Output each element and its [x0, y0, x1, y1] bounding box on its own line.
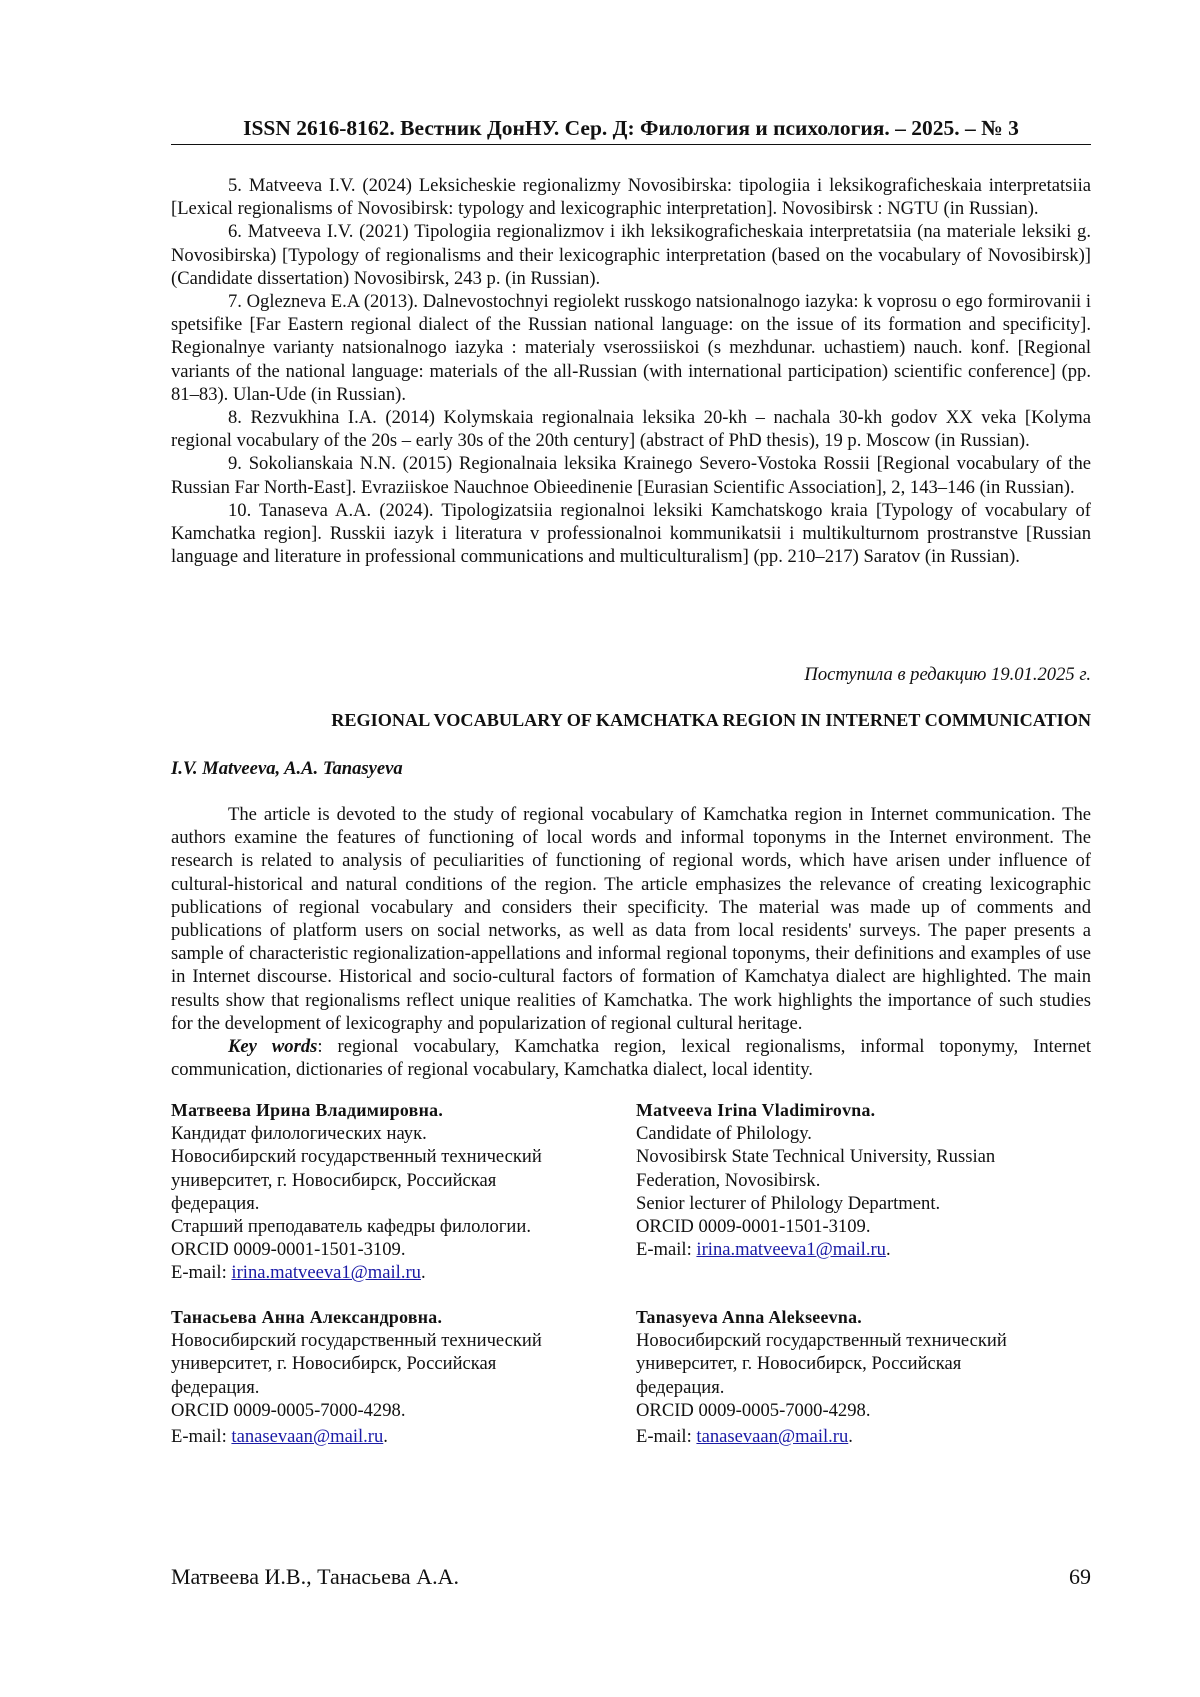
email-line [171, 1425, 611, 1448]
affiliation-line: Senior lecturer of Philology Department. [636, 1192, 941, 1214]
email-link[interactable]: irina.matveeva1@mail.ru [696, 1239, 886, 1261]
author-name: Tanasyeva Anna Alekseevna. [636, 1307, 863, 1327]
affiliation-line: Новосибирский государственный технический [636, 1330, 1007, 1352]
article-authors: I.V. Matveeva, A.A. Tanasyeva [171, 758, 403, 779]
author-name: Matveeva Irina Vladimirovna. [636, 1100, 876, 1120]
abstract [171, 803, 1091, 1081]
affiliation-line: Candidate of Philology. [636, 1123, 812, 1145]
email-end: . [420, 1262, 426, 1284]
footer-authors: Матвеева И.В., Танасьева А.А. [171, 1564, 459, 1589]
reference-item: 10. Tanaseva A.A. (2024). Tipologizatsiia regionalnoi leksiki Kamchatskogo kraia [Typology of vocabulary of Kamchatka region]. Russkii iazyk i literatura v professionalnoi kommunikatsii i multikulturnom prostranstve [Russian language and literature in professional communications and multiculturalism] (pp. 210–217) Saratov (in Russian). [171, 499, 1091, 568]
affiliation-line: университет, г. Новосибирск, Российская [171, 1353, 497, 1375]
affiliation-line: Новосибирский государственный технический [171, 1330, 542, 1352]
email-label: E-mail: [171, 1426, 232, 1448]
reference-item: 8. Rezvukhina I.A. (2014) Kolymskaia regionalnaia leksika 20-kh – nachala 30-kh godov XX veka [Kolyma regional vocabulary of the 20s – early 30s of the 20th century] (abstract of PhD thesis), 19 p. Moscow (in Russian). [171, 407, 1091, 452]
reference-item: 6. Matveeva I.V. (2021) Tipologiia regionalizmov i ikh leksikograficheskaia interpretatsiia (na materiale leksiki g. Novosibirska) [Typology of regionalisms and their lexicographic interpretation (based on the vocabulary of Novosibirsk)] (Candidate dissertation) Novosibirsk, 243 p. (in Russian). [171, 221, 1091, 289]
reference-item: 5. Matveeva I.V. (2024) Leksicheskie regionalizmy Novosibirska: tipologiia i leksikograficheskaia interpretatsiia [Lexical regionalisms of Novosibirsk: typology and lexicographic interpretation]. Novosibirsk : NGTU (in Russian). [171, 175, 1091, 220]
keywords-label: Key words [228, 1036, 318, 1058]
header-rule [171, 144, 1091, 145]
reference-list [171, 174, 1091, 568]
keywords [171, 1035, 1091, 1081]
email-line [171, 1261, 611, 1284]
affiliation-line: Старший преподаватель кафедры филологии. [171, 1216, 531, 1238]
orcid: ORCID 0009-0001-1501-3109. [171, 1239, 406, 1261]
orcid: ORCID 0009-0005-7000-4298. [636, 1399, 871, 1421]
email-label: E-mail: [171, 1262, 232, 1284]
affiliation-line: университет, г. Новосибирск, Российская [636, 1353, 962, 1375]
orcid: ORCID 0009-0005-7000-4298. [171, 1399, 406, 1421]
email-link[interactable]: tanasevaan@mail.ru [696, 1426, 849, 1448]
affiliation-line: Кандидат филологических наук. [171, 1123, 427, 1145]
affiliation-line: Federation, Novosibirsk. [636, 1169, 821, 1191]
affiliation-line: федерация. [171, 1376, 260, 1398]
reference-item: 7. Oglezneva E.A (2013). Dalnevostochnyi regiolekt russkogo natsionalnogo iazyka: k voprosu o ego formirovanii i spetsifike [Far Eastern regional dialect of the Russian national language: on the issue of its formation and specificity]. Regionalnye varianty natsionalnogo iazyka : materialy vserossiiskoi (s mezhdunar. uchastiem) nauch. konf. [Regional variants of the national language: materials of the all-Russian (with international participation) scientific conference] (pp. 81–83). Ulan-Ude (in Russian). [171, 291, 1091, 405]
affiliation-line: Новосибирский государственный технический [171, 1146, 542, 1168]
affiliation-line: университет, г. Новосибирск, Российская [171, 1169, 497, 1191]
reference-item: 9. Sokolianskaia N.N. (2015) Regionalnaia leksika Krainego Severo-Vostoka Rossii [Regional vocabulary of the Russian Far North-East]. Evraziiskoe Nauchnoe Obieedinenie [Eurasian Scientific Association], 2, 143–146 (in Russian). [171, 453, 1091, 498]
email-end: . [885, 1239, 891, 1261]
page-number: 69 [1069, 1564, 1091, 1589]
affiliation-line: Novosibirsk State Technical University, Russian [636, 1146, 996, 1168]
email-line [636, 1425, 1076, 1448]
email-link[interactable]: tanasevaan@mail.ru [231, 1426, 384, 1448]
orcid: ORCID 0009-0001-1501-3109. [636, 1216, 871, 1238]
running-header: ISSN 2616-8162. Вестник ДонНУ. Сер. Д: Филология и психология. – 2025. – № 3 [243, 116, 1019, 140]
author-info-ru-1 [171, 1099, 611, 1285]
received-date: Поступила в редакцию 19.01.2025 г. [804, 664, 1091, 685]
email-end: . [383, 1426, 388, 1448]
affiliation-line: федерация. [636, 1376, 725, 1398]
abstract-text: The article is devoted to the study of regional vocabulary of Kamchatka region in Internet communication. The authors examine the features of functioning of local words and informal toponyms in the Internet environment. The research is related to analysis of peculiarities of functioning of regional words, which have arisen under influence of cultural-historical and natural conditions of the region. The article emphasizes the relevance of creating lexicographic publications of regional vocabulary and considers their specificity. The material was made up of comments and publications of platform users on social networks, as well as data from local residents' surveys. The paper presents a sample of characteristic regionalization-appellations and informal regional toponyms, their definitions and examples of use in Internet discourse. Historical and socio-cultural factors of formation of Kamchatya dialect are highlighted. The main results show that regionalisms reflect unique realities of Kamchatka. The work highlights the importance of such studies for the development of lexicography and popularization of regional cultural heritage. [171, 804, 1091, 1034]
email-label: E-mail: [636, 1426, 697, 1448]
author-info-en-2 [636, 1306, 1076, 1448]
author-info-ru-2 [171, 1306, 611, 1448]
email-link[interactable]: irina.matveeva1@mail.ru [231, 1262, 421, 1284]
keywords-text: : regional vocabulary, Kamchatka region, lexical regionalisms, informal toponymy, Internet communication, dictionaries of regional vocabulary, Kamchatka dialect, local identity. [171, 1036, 1091, 1081]
author-info-en-1 [636, 1099, 1076, 1261]
email-end: . [848, 1426, 853, 1448]
article-title: REGIONAL VOCABULARY OF KAMCHATKA REGION IN INTERNET COMMUNICATION [331, 710, 1091, 730]
affiliation-line: федерация. [171, 1192, 260, 1214]
email-line [636, 1238, 1076, 1261]
author-name: Танасьева Анна Александровна. [171, 1307, 443, 1327]
author-name: Матвеева Ирина Владимировна. [171, 1100, 444, 1120]
email-label: E-mail: [636, 1239, 697, 1261]
